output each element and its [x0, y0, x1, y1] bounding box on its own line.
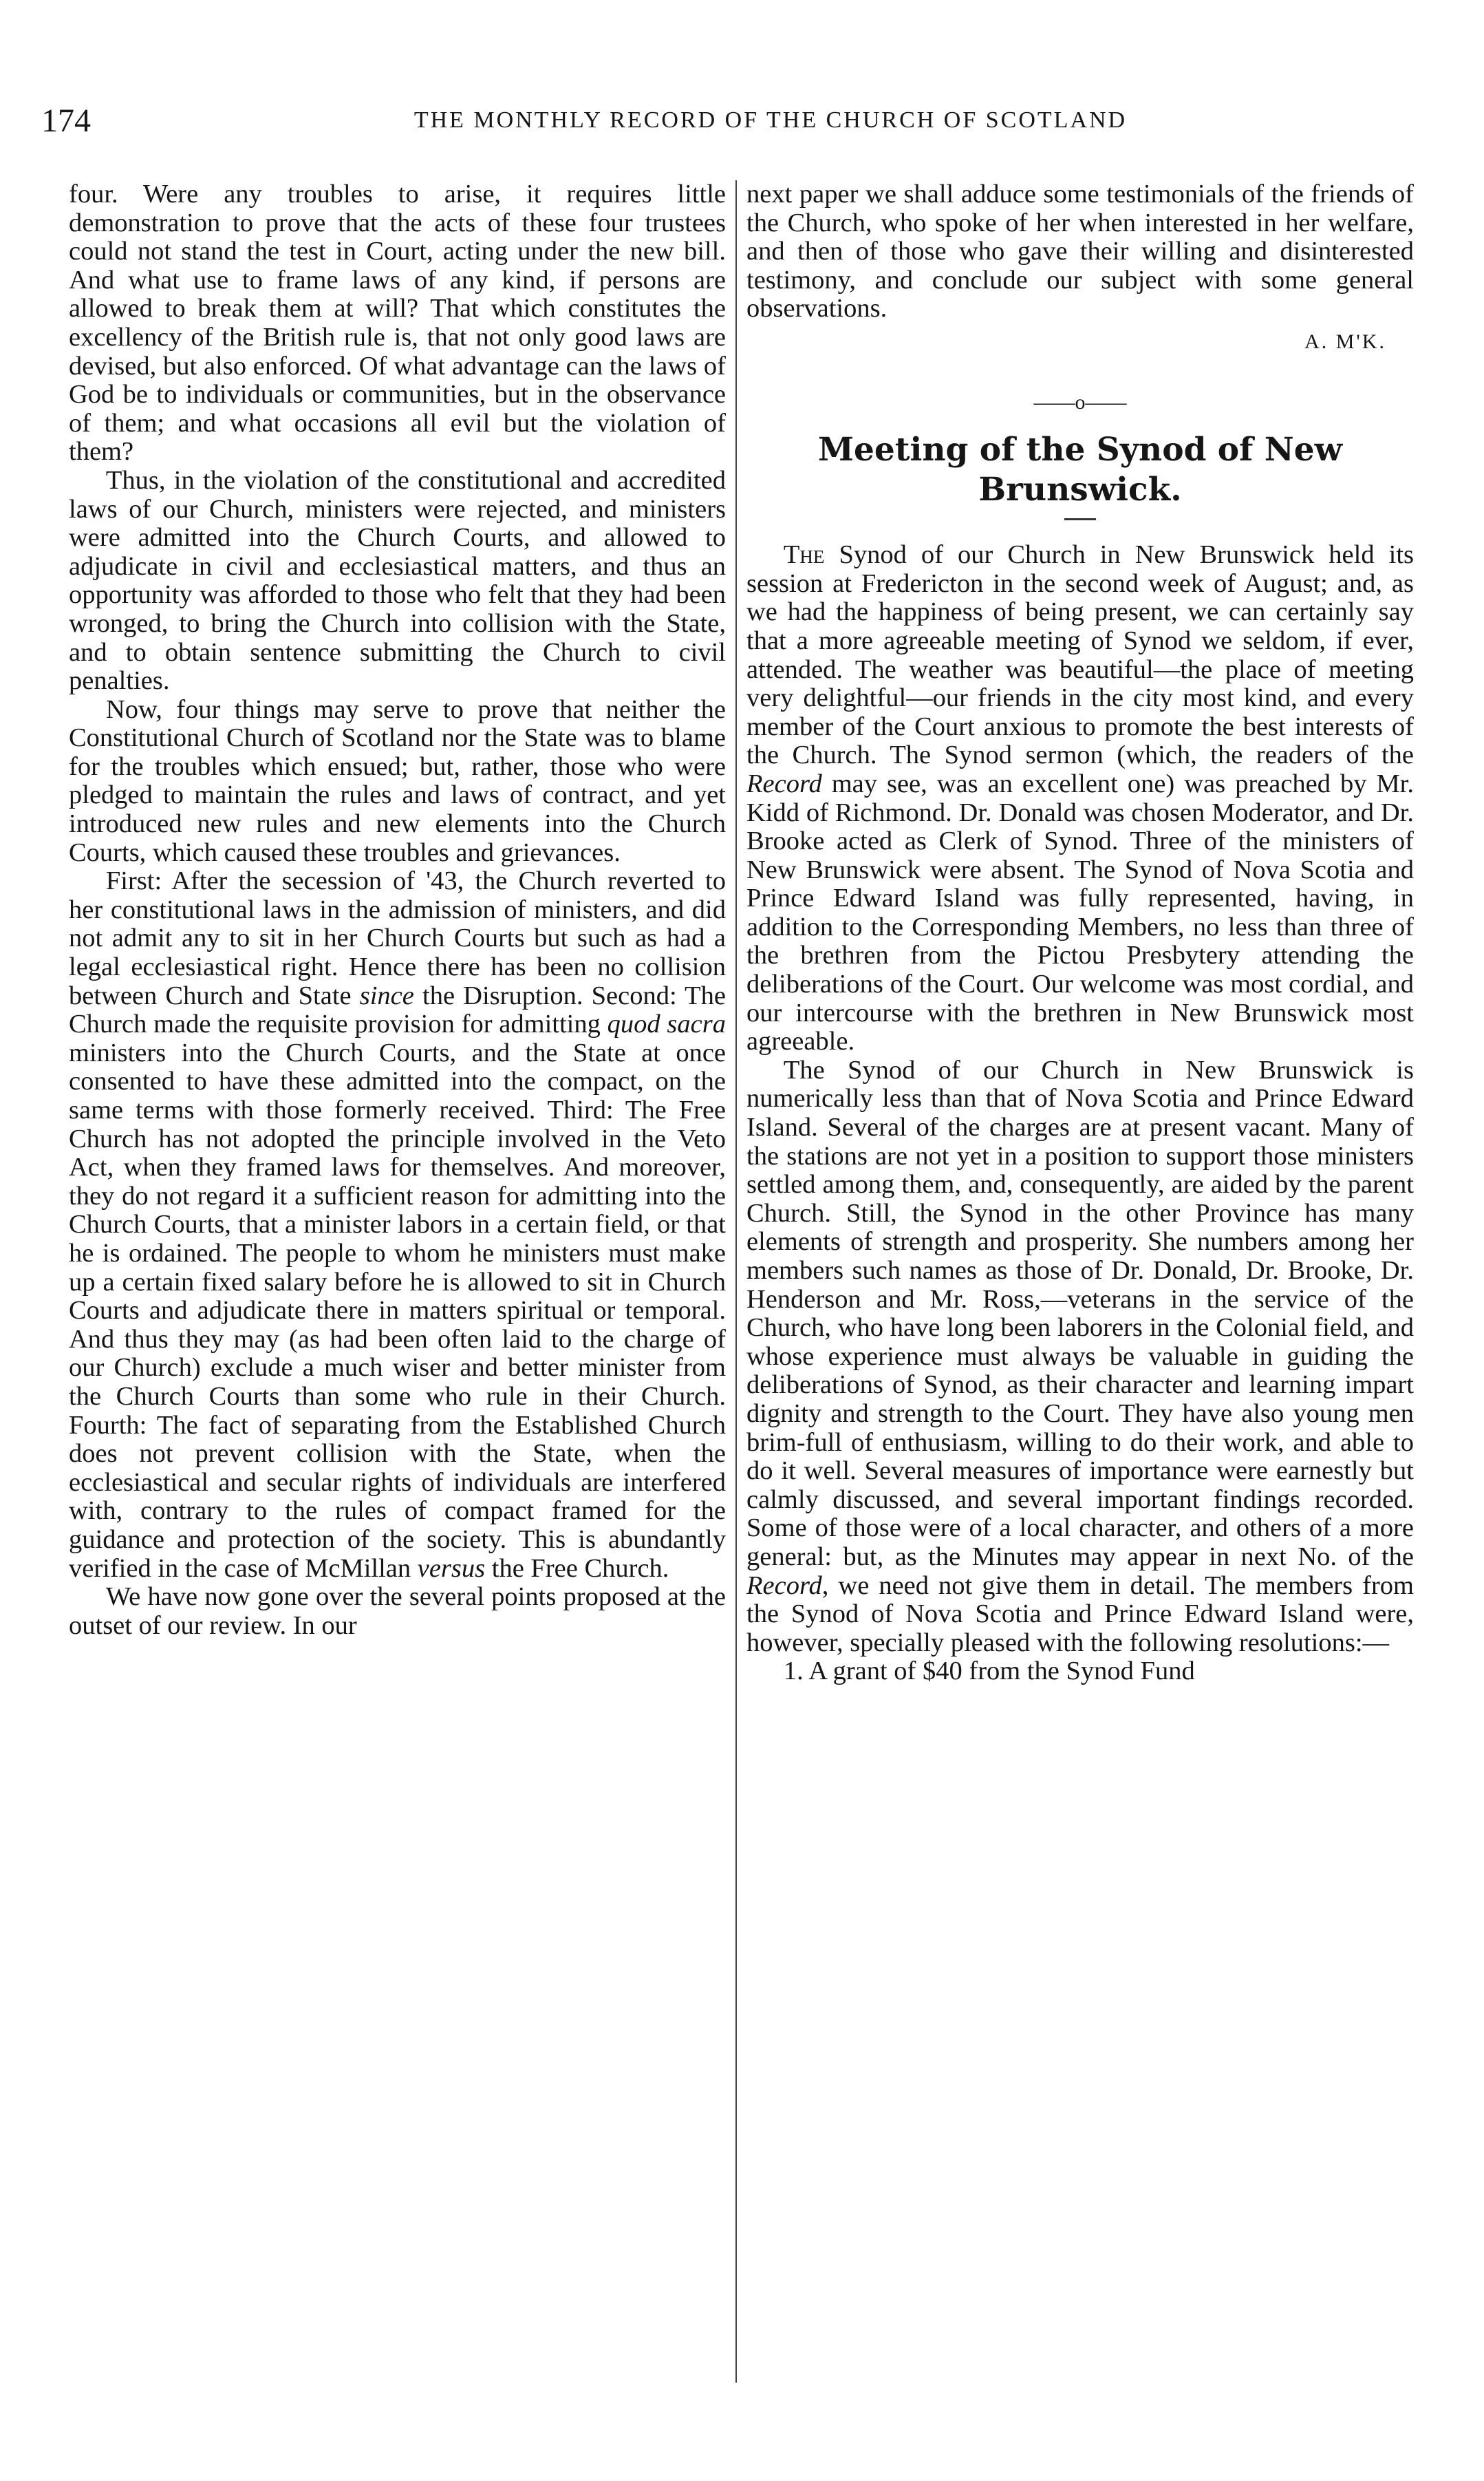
text-run: the Disruption. Second: The Church made the requisite provision for admitting	[69, 981, 726, 1039]
heading-rule	[1064, 518, 1096, 520]
text-run: First: After the secession of '43, the Church reverted to her constitutional laws in the admission of ministers, and did not admit any to sit in her Church Courts but such as had a legal ecclesiastical right. Hence there has been no collision between Church and State	[69, 866, 726, 1010]
column-divider	[735, 180, 737, 2383]
section-heading: Meeting of the Synod of New Brunswick.	[817, 431, 1343, 509]
paragraph	[69, 867, 726, 1583]
paragraph	[746, 541, 1414, 1056]
paragraph	[746, 1056, 1414, 1657]
page-header	[41, 102, 1417, 143]
author-signature: A. M'K.	[1304, 330, 1386, 353]
italic-text: since	[359, 981, 414, 1010]
paragraph: Thus, in the violation of the constitutional and accredited laws of our Church, ministers were rejected, and ministers were admitted into the Church Courts, and allowed to adjudicate in civil and ecclesiastical matters, and thus an opportunity was afforded to those who felt that they had been wronged, to bring the Church into collision with the State, and to obtain sentence submitting the Church to civil penalties.	[69, 465, 726, 696]
text-run: , we need not give them in detail. The members from the Synod of Nova Scotia and Prince Edward Island were, however, specially pleased with the following resolutions:—	[746, 1570, 1414, 1657]
italic-text: Record	[746, 769, 822, 798]
section-ornament: ——o——	[1033, 390, 1127, 414]
text-run: may see, was an excellent one) was preached by Mr. Kidd of Richmond. Dr. Donald was chosen Moderator, and Dr. Brooke acted as Clerk of Synod. Three of the ministers of New Brunswick were absent. The Synod of Nova Scotia and Prince Edward Island was fully represented, having, in addition to the Corresponding Members, no less than three of the brethren from the Pictou Presbytery attending the deliberations of the Court. Our welcome was most cordial, and our intercourse with the brethren in New Brunswick most agreeable.	[746, 769, 1414, 1056]
text-run: Synod of our Church in New Brunswick held its session at Fredericton in the second week of August; and, as we had the happiness of being present, we can certainly say that a more agreeable meeting of Synod we seldom, if ever, attended. The weather was beautiful—the place of meeting very delightful—our friends in the city most kind, and every member of the Court anxious to promote the best interests of the Church. The Synod sermon (which, the readers of the	[746, 540, 1414, 770]
list-item: 1. A grant of $40 from the Synod Fund	[783, 1657, 1195, 1686]
italic-text: Record	[746, 1570, 822, 1600]
italic-text: quod sacra	[607, 1010, 726, 1039]
page-number: 174	[41, 103, 91, 139]
paragraph: next paper we shall adduce some testimonials of the friends of the Church, who spoke of her when interested in her welfare, and then of those who gave their willing and disinterested testimony, and conclude our subject with some general observations.	[746, 180, 1414, 323]
italic-text: versus	[417, 1553, 486, 1583]
text-run: ministers into the Church Courts, and the State at once consented to have these admitted into the compact, on the same terms with those formerly received. Third: The Free Church has not adopted the principle involved in the Veto Act, when they framed laws for themselves. And moreover, they do not regard it a sufficient reason for admitting into the Church Courts, that a minister labors in a certain field, or that he is ordained. The people to whom he ministers must make up a certain fixed salary before he is allowed to sit in Church Courts and adjudicate there in matters spiritual or temporal. And thus they may (as had been often laid to the charge of our Church) exclude a much wiser and better minister from the Church Courts than some who rule in their Church. Fourth: The fact of separating from the Established Church does not prevent collision with the State, when the ecclesiastical and secular rights of individuals are interfered with, contrary to the rules of compact framed for the guidance and protection of the society. This is abundantly verified in the case of McMillan	[69, 1038, 726, 1583]
running-title: THE MONTHLY RECORD OF THE CHURCH OF SCOTLAND	[413, 107, 1128, 133]
drop-cap-word: The	[783, 540, 825, 570]
paragraph: Now, four things may serve to prove that neither the Constitutional Church of Scotland nor the State was to blame for the troubles which ensued; but, rather, those who were pledged to maintain the rules and laws of contract, and yet introduced new rules and new elements into the Church Courts, which caused these troubles and grievances.	[69, 694, 726, 867]
text-run: The Synod of our Church in New Brunswick is numerically less than that of Nova Scotia and Prince Edward Island. Several of the charges are at present vacant. Many of the stations are not yet in a position to support those ministers settled among them, and, consequently, are aided by the parent Church. Still, the Synod in the other Province has many elements of strength and prosperity. She numbers among her members such names as those of Dr. Donald, Dr. Brooke, Dr. Henderson and Mr. Ross,—veterans in the service of the Church, who have long been laborers in the Colonial field, and whose experience must always be valuable in guiding the deliberations of Synod, as their character and learning impart dignity and strength to the Court. They have also young men brim-full of enthusiasm, willing to do their work, and able to do it well. Several measures of importance were earnestly but calmly discussed, and several important findings recorded. Some of those were of a local character, and others of a more general: but, as the Minutes may appear in next No. of the	[746, 1055, 1414, 1571]
right-column	[746, 180, 1414, 2453]
paragraph: four. Were any troubles to arise, it requires little demonstration to prove that the acts of these four trustees could not stand the test in Court, acting under the new bill. And what use to frame laws of any kind, if persons are allowed to break them at will? That which constitutes the excellency of the British rule is, that not only good laws are devised, but also enforced. Of what advantage can the laws of God be to individuals or communities, but in the observance of them; and what occasions all evil but the violation of them?	[69, 180, 726, 467]
paragraph: We have now gone over the several points proposed at the outset of our review. In our	[69, 1582, 726, 1640]
left-column	[69, 180, 726, 2453]
text-run: the Free Church.	[485, 1553, 669, 1583]
